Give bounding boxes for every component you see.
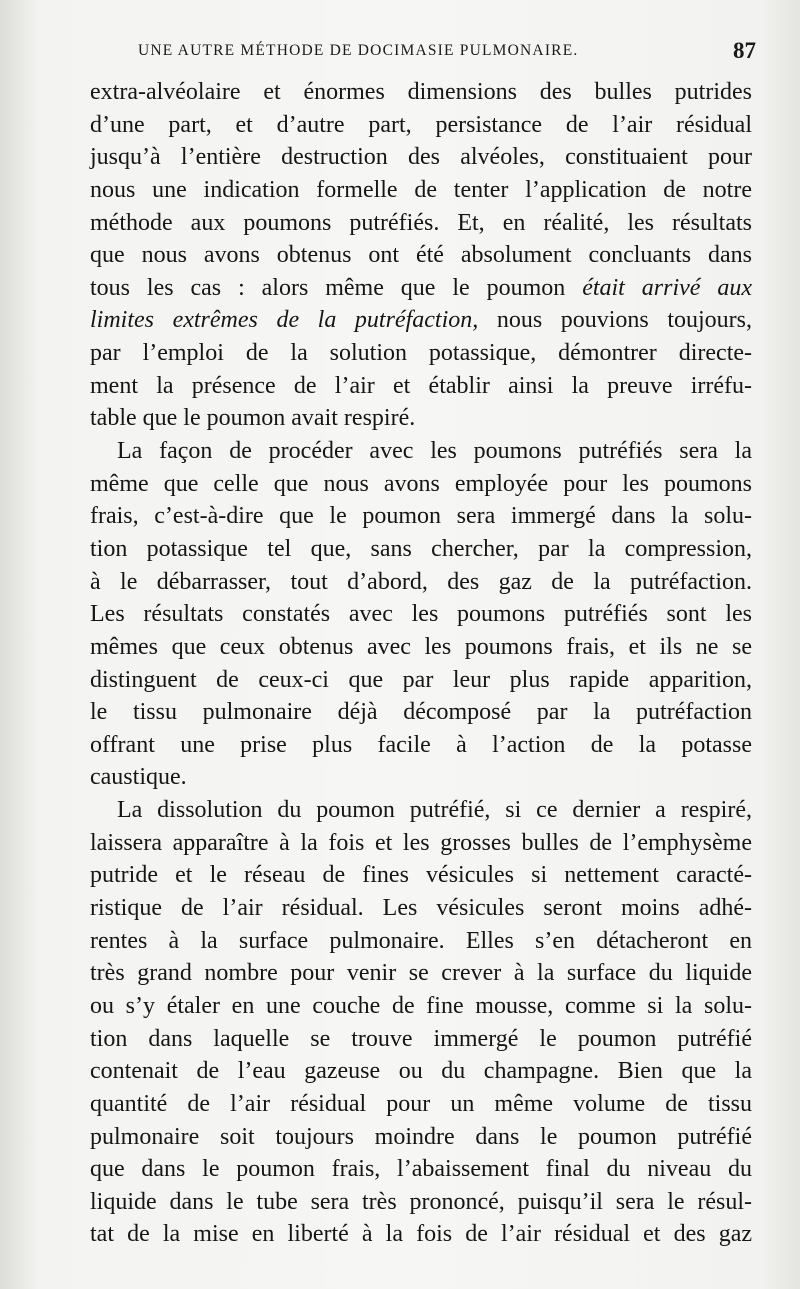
text-run: laissera apparaître à la fois et les grosses bulles de l’emphysème bbox=[90, 829, 752, 856]
text-line bbox=[90, 859, 752, 892]
text-line bbox=[90, 1088, 752, 1121]
text-line bbox=[90, 957, 752, 990]
text-line bbox=[90, 794, 752, 827]
text-line bbox=[90, 729, 752, 762]
text-run: La dissolution du poumon putréfié, si ce dernier a respiré, bbox=[117, 797, 752, 824]
text-run: ristique de l’air résidual. Les vésicules seront moins adhé- bbox=[90, 895, 752, 922]
text-line bbox=[90, 827, 752, 860]
text-run: à le débarrasser, tout d’abord, des gaz de la putréfaction. bbox=[90, 568, 752, 595]
text-line bbox=[90, 1023, 752, 1056]
text-line bbox=[90, 925, 752, 958]
text-run: même que celle que nous avons employée pour les poumons bbox=[90, 470, 752, 497]
text-line bbox=[90, 631, 752, 664]
text-line bbox=[90, 76, 752, 109]
text-run: très grand nombre pour venir se crever à la surface du liquide bbox=[90, 960, 752, 987]
text-line bbox=[90, 500, 752, 533]
text-run: tion dans laquelle se trouve immergé le poumon putréfié bbox=[90, 1025, 752, 1052]
text-line bbox=[90, 696, 752, 729]
text-run: tion potassique tel que, sans chercher, par la compression, bbox=[90, 535, 752, 562]
text-line bbox=[90, 109, 752, 142]
text-run: que nous avons obtenus ont été absolument concluants dans bbox=[90, 242, 752, 269]
text-run: ment la présence de l’air et établir ainsi la preuve irréfu- bbox=[90, 372, 752, 399]
text-run: liquide dans le tube sera très prononcé, puisqu’il sera le résul- bbox=[90, 1188, 752, 1215]
text-run: rentes à la surface pulmonaire. Elles s’en détacheront en bbox=[90, 927, 752, 954]
text-run: le tissu pulmonaire déjà décomposé par la putréfaction bbox=[90, 699, 752, 726]
text-line bbox=[90, 239, 752, 272]
text-line bbox=[90, 272, 752, 305]
running-title: UNE AUTRE MÉTHODE DE DOCIMASIE PULMONAIRE. bbox=[138, 42, 579, 59]
text-run: La façon de procéder avec les poumons putréfiés sera la bbox=[117, 438, 752, 465]
text-line bbox=[90, 207, 752, 240]
text-line bbox=[90, 174, 752, 207]
text-line bbox=[90, 1121, 752, 1154]
text-run: contenait de l’eau gazeuse ou du champagne. Bien que la bbox=[90, 1058, 752, 1085]
text-line bbox=[90, 598, 752, 631]
text-line bbox=[90, 468, 752, 501]
text-run: que dans le poumon frais, l’abaissement final du niveau du bbox=[90, 1156, 752, 1183]
text-line bbox=[90, 402, 752, 435]
text-run: quantité de l’air résidual pour un même volume de tissu bbox=[90, 1090, 752, 1117]
running-head bbox=[138, 38, 756, 68]
text-run: pulmonaire soit toujours moindre dans le poumon putréfié bbox=[90, 1123, 752, 1150]
text-run: extra-alvéolaire et énormes dimensions des bulles putrides bbox=[90, 79, 752, 105]
page-number: 87 bbox=[733, 38, 756, 63]
text-line bbox=[90, 892, 752, 925]
text-run: nous une indication formelle de tenter l’application de notre bbox=[90, 176, 752, 203]
text-line bbox=[90, 141, 752, 174]
text-line bbox=[90, 1153, 752, 1186]
italic-run: limites extrêmes de la putréfaction, bbox=[90, 307, 479, 334]
text-line bbox=[90, 337, 752, 370]
text-line bbox=[90, 1055, 752, 1088]
text-run: table que le poumon avait respiré. bbox=[90, 405, 416, 432]
text-run: caustique. bbox=[90, 764, 187, 791]
text-line bbox=[90, 533, 752, 566]
text-run: mêmes que ceux obtenus avec les poumons frais, et ils ne se bbox=[90, 633, 752, 660]
text-line bbox=[90, 990, 752, 1023]
text-run: méthode aux poumons putréfiés. Et, en réalité, les résultats bbox=[90, 209, 752, 236]
text-line bbox=[90, 304, 752, 337]
text-line bbox=[90, 370, 752, 403]
text-line bbox=[90, 435, 752, 468]
text-line bbox=[90, 1218, 752, 1251]
text-line bbox=[90, 1186, 752, 1219]
text-run: jusqu’à l’entière destruction des alvéoles, constituaient pour bbox=[90, 144, 752, 171]
text-run: Les résultats constatés avec les poumons putréfiés sont les bbox=[90, 601, 752, 628]
text-run: nous pouvions toujours, bbox=[478, 307, 753, 334]
text-run: distinguent de ceux-ci que par leur plus rapide apparition, bbox=[90, 666, 752, 693]
text-run: offrant une prise plus facile à l’action de la potasse bbox=[90, 731, 752, 758]
text-run: frais, c’est-à-dire que le poumon sera immergé dans la solu- bbox=[90, 503, 752, 530]
text-run: ou s’y étaler en une couche de fine mousse, comme si la solu- bbox=[90, 992, 752, 1019]
text-run: tat de la mise en liberté à la fois de l’air résidual et des gaz bbox=[90, 1221, 752, 1248]
text-run: d’une part, et d’autre part, persistance de l’air résidual bbox=[90, 111, 752, 138]
text-line bbox=[90, 664, 752, 697]
text-run: tous les cas : alors même que le poumon bbox=[90, 274, 583, 301]
text-run: par l’emploi de la solution potassique, démontrer directe- bbox=[90, 340, 752, 367]
text-line bbox=[90, 761, 752, 794]
body-text bbox=[90, 76, 752, 1251]
text-run: putride et le réseau de fines vésicules si nettement caracté- bbox=[90, 862, 752, 889]
text-line bbox=[90, 566, 752, 599]
italic-run: était arrivé aux bbox=[582, 274, 752, 301]
